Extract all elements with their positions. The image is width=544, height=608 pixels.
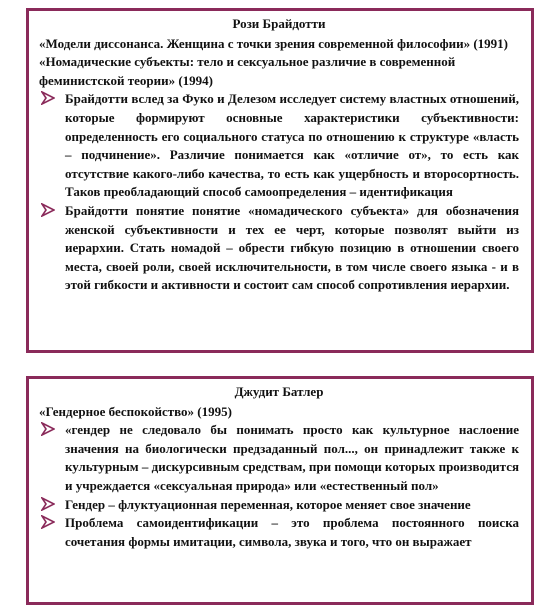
butler-bullet-list	[39, 421, 519, 551]
list-item	[39, 496, 519, 515]
bullet-text: Гендер – флуктуационная переменная, которое меняет свое значение	[65, 496, 471, 512]
card-title-braidotti: Рози Брайдотти	[232, 16, 326, 31]
arrowhead-bullet-icon	[41, 515, 55, 529]
arrowhead-bullet-icon	[41, 203, 55, 217]
arrowhead-bullet-icon	[41, 497, 55, 511]
list-item	[39, 514, 519, 551]
arrowhead-bullet-icon	[41, 422, 55, 436]
bullet-text: Брайдотти понятие понятие «номадического субъекта» для обозначения женской субъективности и тех ее черт, которые позволят выйти из иерархии. Стать номадой – обрести гибкую позицию в отношении своего места, своей роли, своей исключительности, в том числе своего языка - и в этой гибкости и активности и состоит сам способ сопротивления иерархии.	[65, 202, 519, 293]
bullet-text: «гендер не следовало бы понимать просто как культурное наслоение значения на биологически предзаданный пол..., он принадлежит также к культурным – дискурсивным средствам, при помощи которых производится и учреждается «сексуальная природа» или «естественный пол»	[65, 422, 519, 493]
reference-braidotti-1991: «Модели диссонанса. Женщина с точки зрения современной философии» (1991)	[39, 35, 508, 51]
list-item	[39, 421, 519, 495]
butler-card	[26, 376, 534, 605]
arrowhead-bullet-icon	[41, 91, 55, 105]
reference-butler-1995: «Гендерное беспокойство» (1995)	[39, 403, 232, 419]
list-item	[39, 202, 519, 295]
card-title-butler: Джудит Батлер	[234, 384, 324, 399]
bullet-text: Брайдотти вслед за Фуко и Делезом исследует систему властных отношений, которые формируют основные характеристики субъективности: определенность его социального статуса по отношению к структуре «власть – подчинение». Различие понимается как «отличие от», то есть как отсутствие какого-либо качества, то есть как ущербность и второсортность. Таков преобладающий способ самоопределения – идентификация	[65, 91, 519, 200]
list-item	[39, 90, 519, 202]
reference-braidotti-1994: «Номадические субъекты: тело и сексуальное различие в современной феминистской теории» (1994)	[39, 54, 456, 88]
bullet-text: Проблема самоидентификации – это проблема постоянного поиска сочетания формы имитации, символа, звука и того, что он выражает	[65, 515, 519, 549]
braidotti-card	[26, 8, 534, 353]
braidotti-bullet-list	[39, 90, 519, 295]
